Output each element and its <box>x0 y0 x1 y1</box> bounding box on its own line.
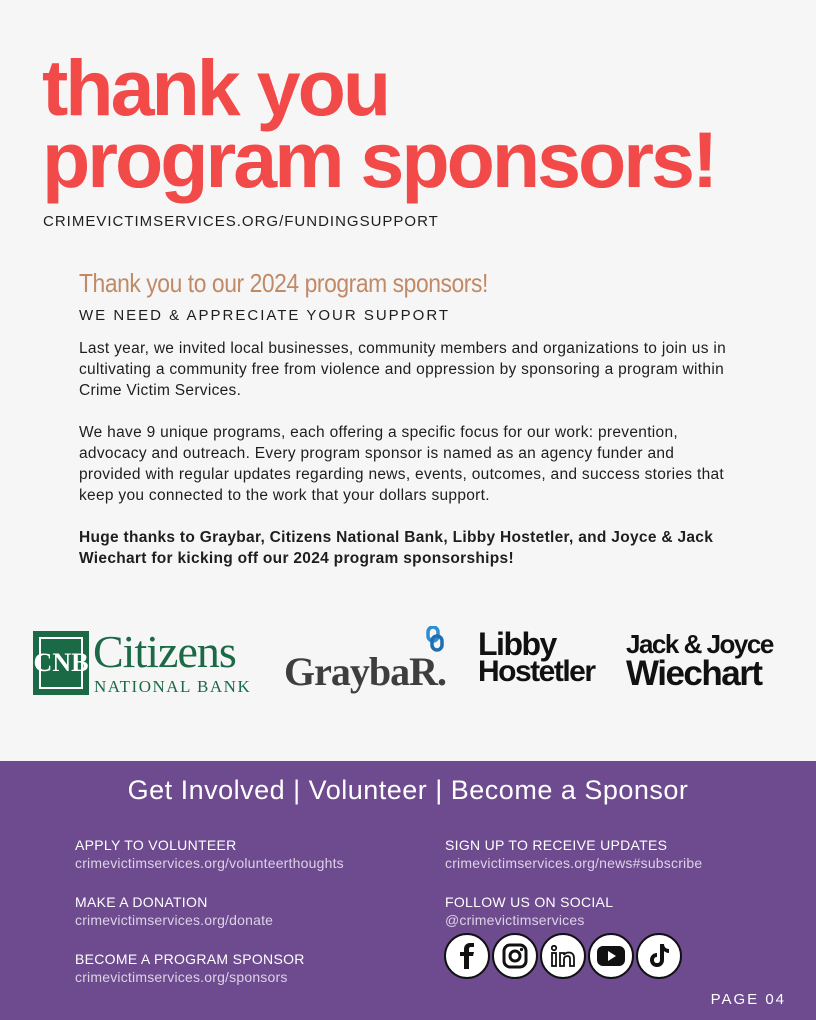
footer-link[interactable]: crimevictimservices.org/sponsors <box>75 969 288 985</box>
funding-support-link[interactable]: CRIMEVICTIMSERVICES.ORG/FUNDINGSUPPORT <box>43 213 439 230</box>
footer-item-donate <box>75 893 273 929</box>
tiktok-icon[interactable] <box>636 933 682 979</box>
libby-wordmark-line-1: Libby <box>478 626 556 662</box>
footer-label: BECOME A PROGRAM SPONSOR <box>75 951 305 967</box>
graybar-wordmark: GraybaR. <box>284 649 446 694</box>
footer-label: FOLLOW US ON SOCIAL <box>445 894 614 910</box>
footer-label: SIGN UP TO RECEIVE UPDATES <box>445 837 668 853</box>
footer-panel <box>0 761 816 1020</box>
wiechart-wordmark-line-2: Wiechart <box>626 654 762 693</box>
section-kicker: WE NEED & APPRECIATE YOUR SUPPORT <box>79 307 451 324</box>
footer-link[interactable]: crimevictimservices.org/volunteerthoughts <box>75 855 344 871</box>
footer-label: APPLY TO VOLUNTEER <box>75 837 237 853</box>
footer-item-sponsor <box>75 950 305 986</box>
wiechart-wordmark-line-1: Jack & Joyce <box>626 629 773 659</box>
linkedin-icon[interactable] <box>540 933 586 979</box>
footer-link[interactable]: crimevictimservices.org/donate <box>75 912 274 928</box>
hero-line-1: thank you <box>42 43 389 132</box>
citizens-national-bank-logo <box>33 626 265 696</box>
youtube-icon[interactable] <box>588 933 634 979</box>
hero-title <box>42 43 716 204</box>
sponsor-content <box>79 268 729 569</box>
footer-title: Get Involved | Volunteer | Become a Sponsor <box>127 775 689 805</box>
paragraph-intro: Last year, we invited local businesses, community members and organizations to join us in cultivating a community free from violence and oppression by sponsoring a program within Crime Victim Services. <box>79 340 727 399</box>
graybar-logo <box>284 624 454 696</box>
footer-link[interactable]: crimevictimservices.org/news#subscribe <box>445 855 703 871</box>
paragraph-programs: We have 9 unique programs, each offering a specific focus for our work: prevention, advocacy and outreach. Every program sponsor is named as an agency funder and provided with regular updates regarding news, events, outcomes, and success stories that keep you connected to the work that your dollars support. <box>79 424 725 504</box>
hero-line-2: program sponsors! <box>42 115 716 204</box>
section-subhead: Thank you to our 2024 program sponsors! <box>79 268 488 298</box>
footer-item-volunteer <box>75 836 344 872</box>
cnb-monogram <box>33 631 89 695</box>
instagram-icon[interactable] <box>492 933 538 979</box>
footer-social-handle[interactable]: @crimevictimservices <box>445 912 585 928</box>
footer-label: MAKE A DONATION <box>75 894 208 910</box>
paragraph-thanks: Huge thanks to Graybar, Citizens National Bank, Libby Hostetler, and Joyce & Jack Wiechart for kicking off our 2024 program sponsorships! <box>79 529 714 567</box>
footer-item-social <box>445 893 613 929</box>
page-number: PAGE 04 <box>710 991 786 1008</box>
facebook-icon[interactable] <box>444 933 490 979</box>
cnb-monogram-text: CNB <box>39 637 83 689</box>
citizens-wordmark: Citizens <box>93 626 236 677</box>
national-bank-wordmark: NATIONAL BANK <box>94 677 252 696</box>
libby-wordmark-line-2: Hostetler <box>478 655 595 688</box>
libby-hostetler-logo <box>478 626 618 688</box>
footer-item-updates <box>445 836 702 872</box>
sponsor-logos <box>0 624 816 704</box>
wiechart-logo <box>626 629 786 693</box>
